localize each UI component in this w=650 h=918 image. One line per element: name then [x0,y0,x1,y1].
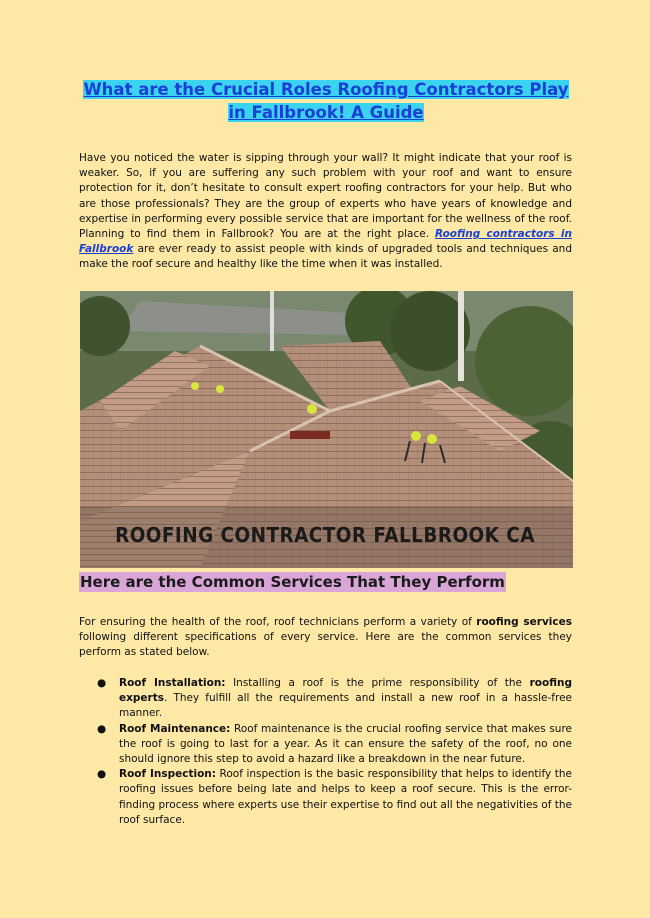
bullet-icon: ● [97,768,107,781]
intro-paragraph [79,151,572,273]
list-item [79,767,572,828]
list-item [79,722,572,768]
intro-text: Have you noticed the water is sipping through your wall? It might indicate that your roof is weaker. So, if you are suffering any such problem with your roof and want to ensure protection for it, don’t hesitate to consult expert roofing contractors for your help. But who are those professionals? They are the group of experts who have years of knowledge and expertise in performing every possible service that are important for the wellness of the roof. Planning to find them in Fallbrook? You are at the right place. [79,152,572,241]
service-text-end: . They fulfill all the requirements and install a new roof in a hassle-free manner. [119,692,572,720]
service-name: Roof Installation: [119,677,226,689]
page-title[interactable] [80,78,572,124]
bullet-icon: ● [97,677,107,689]
list-item [79,676,572,722]
service-text: Roof maintenance is the crucial roofing service that makes sure the roof is going to last for a year. As it can ensure the safety of the roof, no one should ignore this step to avoid a hazard like a breakdown in the near future. [119,722,572,766]
roofing-contractors-link[interactable]: Roofing contractors in Fallbrook [79,228,572,256]
photo-banner-text: ROOFING CONTRACTOR FALLBROOK CA [115,523,535,547]
services-list [79,676,572,828]
section-intro-text-end: following different specifications of every service. Here are the common services they perform as stated below. [79,631,572,659]
service-name: Roof Maintenance: [119,722,231,735]
page-title-text[interactable]: What are the Crucial Roles Roofing Contractors Play in Fallbrook! A Guide [83,80,569,122]
intro-text-continued: are ever ready to assist people with kinds of upgraded tools and techniques and make the roof secure and healthy like the time when it was installed. [79,243,573,271]
bullet-icon: ● [97,722,107,735]
section-heading: Here are the Common Services That They Perform [80,573,505,591]
service-text: Roof inspection is the basic responsibility that helps to identify the roofing issues before being late and helps to keep a roof secure. This is the error-finding process where experts use their expertise to find out all the negativities of the roof surface. [119,768,572,826]
service-bold: roofing experts [119,677,572,705]
section-intro-paragraph [79,615,572,661]
section-intro-text: For ensuring the health of the roof, roof technicians perform a variety of [79,616,472,628]
section-intro-bold: roofing services [476,616,573,628]
service-text: Installing a roof is the prime responsibility of the [233,677,523,689]
service-name: Roof Inspection: [119,768,216,781]
